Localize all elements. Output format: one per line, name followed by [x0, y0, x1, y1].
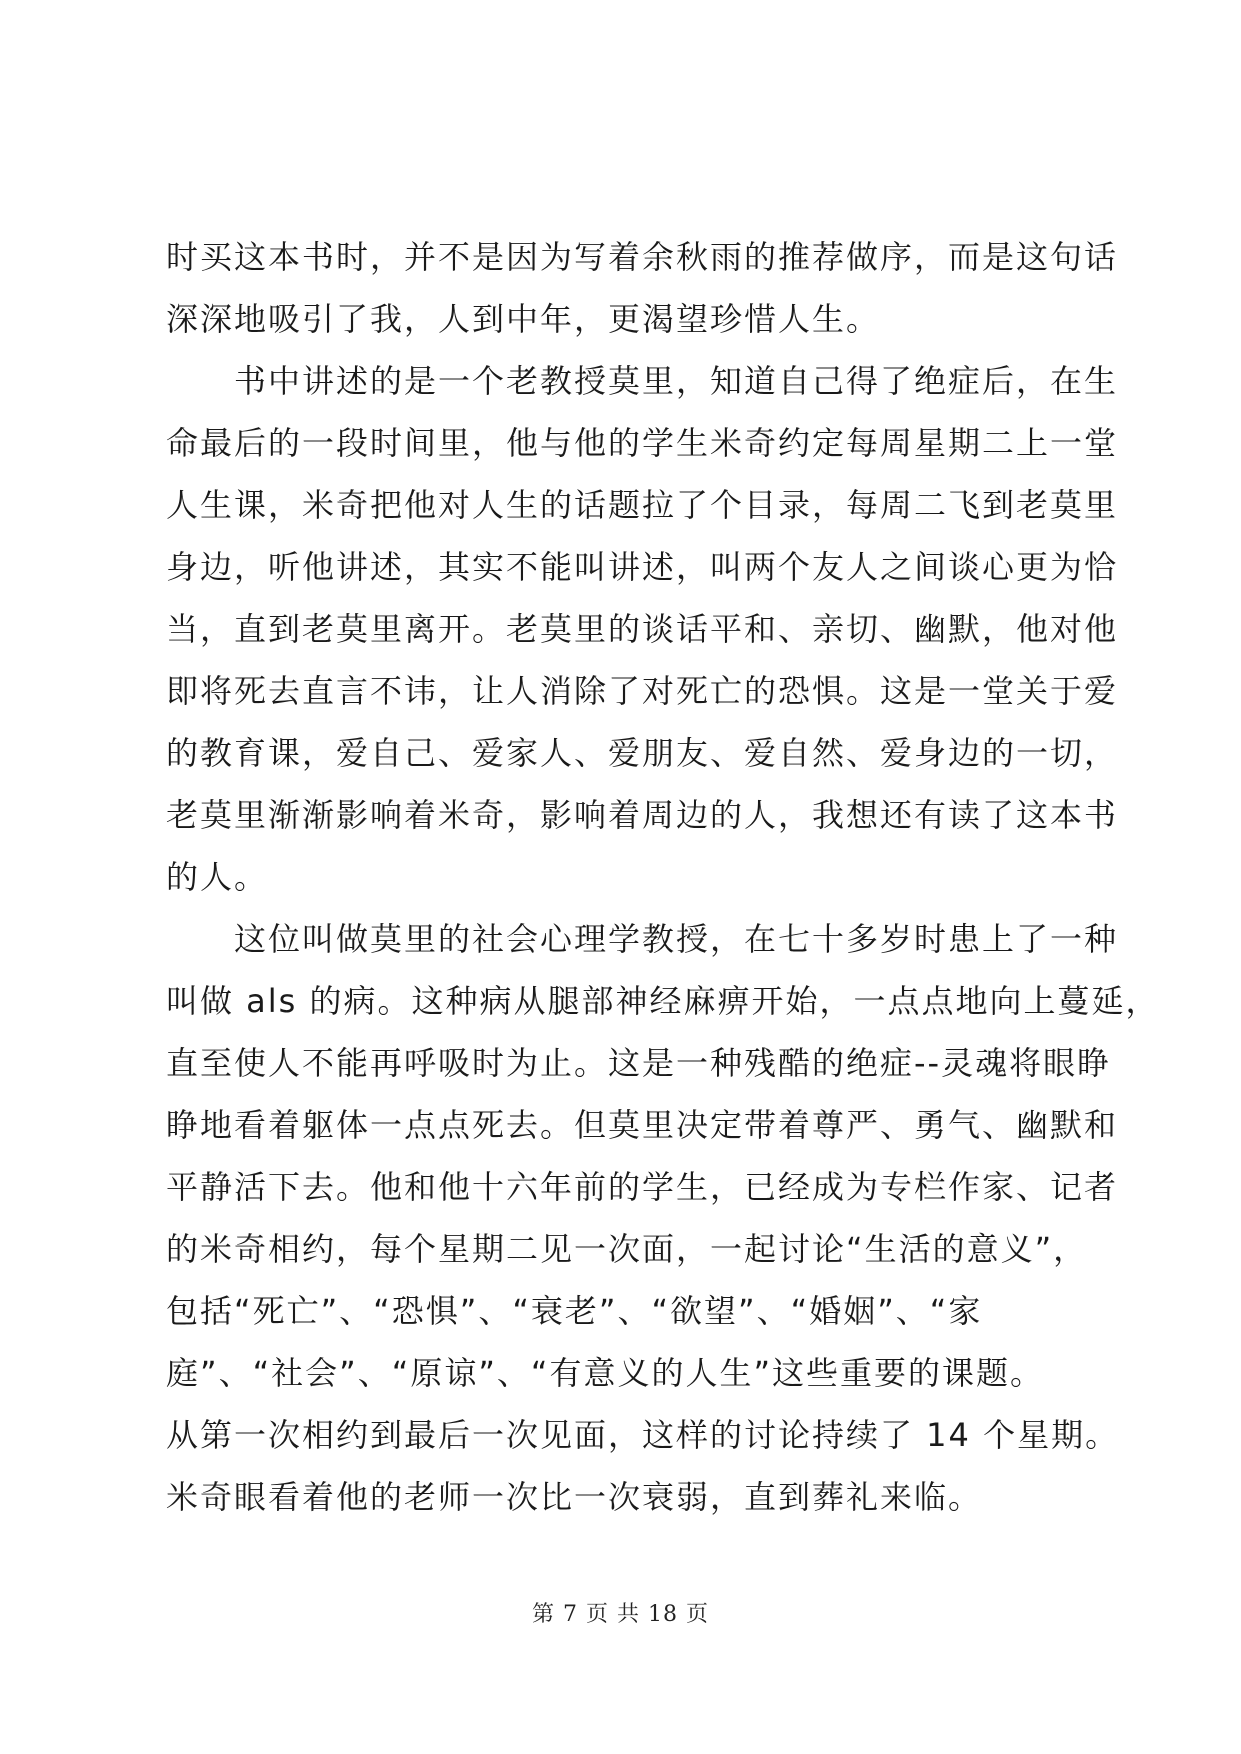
text-line: 当，直到老莫里离开。老莫里的谈话平和、亲切、幽默，他对他: [166, 610, 1119, 648]
text-line: 时买这本书时，并不是因为写着余秋雨的推荐做序，而是这句话: [166, 238, 1119, 276]
text-line: 米奇眼看着他的老师一次比一次衰弱，直到葬礼来临。: [166, 1478, 983, 1516]
text-line: 命最后的一段时间里，他与他的学生米奇约定每周星期二上一堂: [166, 424, 1119, 462]
text-line: 的米奇相约，每个星期二见一次面，一起讨论“生活的意义”，: [166, 1230, 1088, 1268]
text-line: 睁地看着躯体一点点死去。但莫里决定带着尊严、勇气、幽默和: [166, 1106, 1119, 1144]
page-number-footer: 第 7 页 共 18 页: [532, 1602, 709, 1627]
text-line: 即将死去直言不讳，让人消除了对死亡的恐惧。这是一堂关于爱: [166, 672, 1119, 710]
text-line: 人生课，米奇把他对人生的话题拉了个目录，每周二飞到老莫里: [166, 486, 1119, 524]
text-line: 深深地吸引了我，人到中年，更渴望珍惜人生。: [166, 300, 881, 338]
text-line: 平静活下去。他和他十六年前的学生，已经成为专栏作家、记者: [166, 1168, 1119, 1206]
text-line: 叫做 als 的病。这种病从腿部神经麻痹开始，一点点地向上蔓延，: [166, 982, 1160, 1020]
text-line: 庭”、“社会”、“原谅”、“有意义的人生”这些重要的课题。: [166, 1354, 1045, 1392]
text-line: 这位叫做莫里的社会心理学教授，在七十多岁时患上了一种: [166, 920, 1119, 958]
text-line: 书中讲述的是一个老教授莫里，知道自己得了绝症后，在生: [166, 362, 1119, 400]
text-line: 身边，听他讲述，其实不能叫讲述，叫两个友人之间谈心更为恰: [166, 548, 1119, 586]
text-line: 直至使人不能再呼吸时为止。这是一种残酷的绝症--灵魂将眼睁: [166, 1044, 1112, 1082]
text-line: 老莫里渐渐影响着米奇，影响着周边的人，我想还有读了这本书: [166, 796, 1119, 834]
body-text: [166, 226, 1160, 1528]
text-line: 的人。: [166, 858, 269, 896]
text-line: 的教育课，爱自己、爱家人、爱朋友、爱自然、爱身边的一切，: [166, 734, 1119, 772]
text-line: 包括“死亡”、“恐惧”、“衰老”、“欲望”、“婚姻”、“家: [166, 1292, 983, 1330]
text-line: 从第一次相约到最后一次见面，这样的讨论持续了 14 个星期。: [166, 1416, 1120, 1454]
